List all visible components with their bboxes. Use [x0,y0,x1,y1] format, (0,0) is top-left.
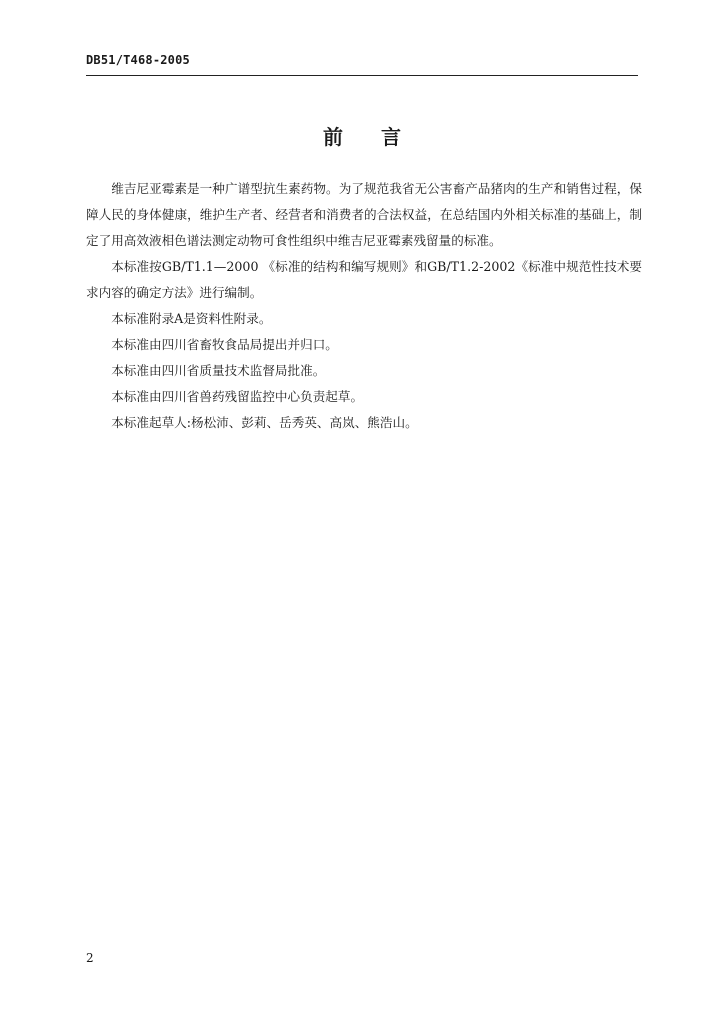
page-number: 2 [86,951,94,965]
paragraph-drafting-unit: 本标准由四川省兽药残留监控中心负责起草。 [111,389,364,404]
paragraph-drafters: 本标准起草人:杨松沛、彭莉、岳秀英、高岚、熊浩山。 [111,415,418,430]
paragraph-appendix: 本标准附录A是资料性附录。 [111,311,272,326]
paragraph-drafting-rules: 本标准按GB/T1.1—2000 《标准的结构和编写规则》和GB/T1.2-2002《标准中规范性技术要求内容的确定方法》进行编制。 [86,259,642,300]
document-code: DB51/T468-2005 [86,53,190,67]
foreword-body [86,176,642,436]
paragraph-approver: 本标准由四川省质量技术监督局批准。 [111,363,326,378]
page-title-first-char: 前 [323,125,343,149]
paragraph-proposer: 本标准由四川省畜牧食品局提出并归口。 [111,337,338,352]
paragraph-purpose: 维吉尼亚霉素是一种广谱型抗生素药物。为了规范我省无公害畜产品猪肉的生产和销售过程，保障人民的身体健康，维护生产者、经营者和消费者的合法权益，在总结国内外相关标准的基础上，制定了用高效液相色谱法测定动物可食性组织中维吉尼亚霉素残留量的标准。 [86,181,642,248]
header-divider [86,75,638,76]
page-title-second-char: 言 [381,125,401,149]
page-title [0,121,724,150]
